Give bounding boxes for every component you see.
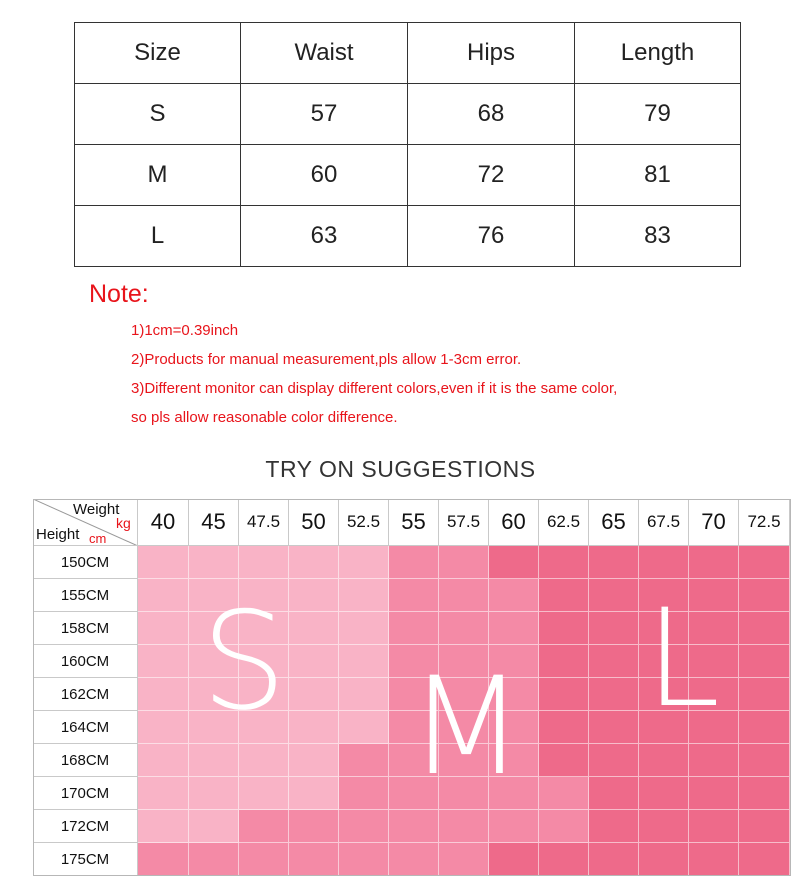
note-line-3: 3)Different monitor can display different colors,even if it is the same color, <box>131 380 618 397</box>
height-row-label: 175CM <box>33 843 138 876</box>
size-cell-m <box>389 810 439 843</box>
height-row-label: 155CM <box>33 579 138 612</box>
weight-label: Weight <box>73 501 120 518</box>
note-line-4: so pls allow reasonable color difference. <box>131 409 398 426</box>
size-cell-l <box>589 546 639 579</box>
size-cell-l <box>739 645 790 678</box>
height-row-label: 170CM <box>33 777 138 810</box>
size-cell-l <box>539 843 589 876</box>
size-cell-s <box>138 546 189 579</box>
size-table-cell: 60 <box>241 145 408 206</box>
size-cell-s <box>339 579 389 612</box>
size-cell-s <box>189 546 239 579</box>
size-cell-s <box>138 678 189 711</box>
size-cell-s <box>138 744 189 777</box>
size-cell-l <box>739 678 790 711</box>
size-cell-m <box>539 810 589 843</box>
size-cell-l <box>639 744 689 777</box>
height-unit: cm <box>89 531 107 546</box>
note-line-1: 1)1cm=0.39inch <box>131 322 239 339</box>
size-table-header-cell: Hips <box>408 23 575 84</box>
size-table-cell: 57 <box>241 84 408 145</box>
size-cell-m <box>389 579 439 612</box>
size-cell-s <box>289 546 339 579</box>
try-on-title: TRY ON SUGGESTIONS <box>265 456 536 482</box>
size-cell-l <box>739 546 790 579</box>
size-cell-s <box>239 777 289 810</box>
size-cell-s <box>339 711 389 744</box>
weight-header-cell: 45 <box>189 499 239 546</box>
size-cell-l <box>539 612 589 645</box>
size-cell-m <box>339 744 389 777</box>
size-cell-l <box>639 777 689 810</box>
weight-header-cell: 47.5 <box>239 499 289 546</box>
size-cell-s <box>289 711 339 744</box>
size-cell-s <box>189 810 239 843</box>
size-table-cell: 81 <box>575 145 741 206</box>
weight-header-cell: 40 <box>138 499 189 546</box>
size-cell-l <box>739 612 790 645</box>
size-cell-l <box>539 546 589 579</box>
size-cell-m <box>489 810 539 843</box>
size-table-row <box>75 206 741 267</box>
size-table-header-row <box>75 23 741 84</box>
size-cell-m <box>439 579 489 612</box>
size-cell-m <box>339 810 389 843</box>
size-table-cell: 79 <box>575 84 741 145</box>
size-cell-l <box>589 579 639 612</box>
size-cell-m <box>339 777 389 810</box>
size-letter-l: L <box>645 580 721 737</box>
size-cell-m <box>439 612 489 645</box>
height-row-label: 162CM <box>33 678 138 711</box>
weight-unit: kg <box>116 515 131 531</box>
height-row-label: 158CM <box>33 612 138 645</box>
size-cell-l <box>589 612 639 645</box>
size-cell-l <box>489 546 539 579</box>
size-cell-l <box>589 843 639 876</box>
size-cell-s <box>339 546 389 579</box>
size-cell-l <box>739 843 790 876</box>
note-title: Note: <box>89 280 149 308</box>
size-cell-m <box>239 843 289 876</box>
note-line-2: 2)Products for manual measurement,pls allow 1-3cm error. <box>131 351 522 368</box>
size-cell-s <box>289 777 339 810</box>
size-cell-s <box>339 678 389 711</box>
size-cell-l <box>689 777 739 810</box>
size-table-cell: 68 <box>408 84 575 145</box>
size-cell-l <box>739 579 790 612</box>
size-table-row <box>75 145 741 206</box>
size-cell-l <box>639 810 689 843</box>
size-table-cell: L <box>75 206 241 267</box>
size-letter-s: S <box>201 583 287 740</box>
size-cell-l <box>689 546 739 579</box>
size-cell-s <box>289 744 339 777</box>
size-cell-m <box>489 579 539 612</box>
size-cell-s <box>339 645 389 678</box>
weight-header-cell: 65 <box>589 499 639 546</box>
size-cell-l <box>739 711 790 744</box>
size-cell-l <box>539 579 589 612</box>
size-cell-l <box>639 843 689 876</box>
size-table <box>74 22 741 267</box>
size-table-header-cell: Waist <box>241 23 408 84</box>
size-cell-s <box>339 612 389 645</box>
weight-header-cell: 70 <box>689 499 739 546</box>
size-cell-l <box>539 744 589 777</box>
size-table-cell: 63 <box>241 206 408 267</box>
size-cell-s <box>138 612 189 645</box>
size-cell-l <box>589 678 639 711</box>
size-cell-s <box>138 810 189 843</box>
size-cell-s <box>239 744 289 777</box>
size-cell-l <box>589 744 639 777</box>
size-cell-s <box>138 711 189 744</box>
size-cell-l <box>689 810 739 843</box>
size-cell-m <box>239 810 289 843</box>
size-cell-m <box>138 843 189 876</box>
size-cell-l <box>689 843 739 876</box>
height-label: Height <box>36 526 80 543</box>
size-cell-m <box>389 612 439 645</box>
try-on-grid <box>33 499 791 876</box>
size-table-cell: 76 <box>408 206 575 267</box>
size-cell-m <box>389 843 439 876</box>
size-cell-s <box>189 777 239 810</box>
weight-header-cell: 62.5 <box>539 499 589 546</box>
size-cell-m <box>439 810 489 843</box>
size-cell-l <box>539 678 589 711</box>
size-cell-m <box>439 843 489 876</box>
weight-header-cell: 72.5 <box>739 499 790 546</box>
size-cell-s <box>189 744 239 777</box>
weight-header-cell: 52.5 <box>339 499 389 546</box>
size-cell-m <box>439 546 489 579</box>
size-cell-s <box>289 678 339 711</box>
grid-corner-header <box>33 499 138 546</box>
size-table-row <box>75 84 741 145</box>
size-cell-m <box>189 843 239 876</box>
height-row-label: 172CM <box>33 810 138 843</box>
size-cell-l <box>739 744 790 777</box>
size-cell-l <box>739 777 790 810</box>
size-cell-s <box>239 546 289 579</box>
size-cell-l <box>589 777 639 810</box>
size-cell-l <box>639 546 689 579</box>
weight-header-cell: 57.5 <box>439 499 489 546</box>
size-cell-m <box>289 843 339 876</box>
size-cell-m <box>289 810 339 843</box>
weight-header-cell: 60 <box>489 499 539 546</box>
size-cell-m <box>539 777 589 810</box>
size-cell-s <box>138 777 189 810</box>
size-cell-l <box>489 843 539 876</box>
size-cell-m <box>339 843 389 876</box>
size-table-cell: S <box>75 84 241 145</box>
size-cell-s <box>289 612 339 645</box>
size-cell-l <box>539 711 589 744</box>
height-row-label: 160CM <box>33 645 138 678</box>
size-table-header-cell: Size <box>75 23 241 84</box>
size-table-cell: 83 <box>575 206 741 267</box>
size-letter-m: M <box>408 648 525 805</box>
size-cell-s <box>138 579 189 612</box>
size-cell-l <box>739 810 790 843</box>
size-cell-l <box>589 810 639 843</box>
size-cell-m <box>389 546 439 579</box>
weight-header-cell: 55 <box>389 499 439 546</box>
size-table-cell: 72 <box>408 145 575 206</box>
size-cell-l <box>539 645 589 678</box>
height-row-label: 168CM <box>33 744 138 777</box>
size-cell-s <box>138 645 189 678</box>
size-cell-s <box>289 579 339 612</box>
height-row-label: 150CM <box>33 546 138 579</box>
height-row-label: 164CM <box>33 711 138 744</box>
size-cell-l <box>589 645 639 678</box>
size-cell-m <box>489 612 539 645</box>
size-cell-l <box>689 744 739 777</box>
size-table-cell: M <box>75 145 241 206</box>
size-cell-s <box>289 645 339 678</box>
weight-header-cell: 67.5 <box>639 499 689 546</box>
size-cell-l <box>589 711 639 744</box>
weight-header-cell: 50 <box>289 499 339 546</box>
size-table-header-cell: Length <box>575 23 741 84</box>
